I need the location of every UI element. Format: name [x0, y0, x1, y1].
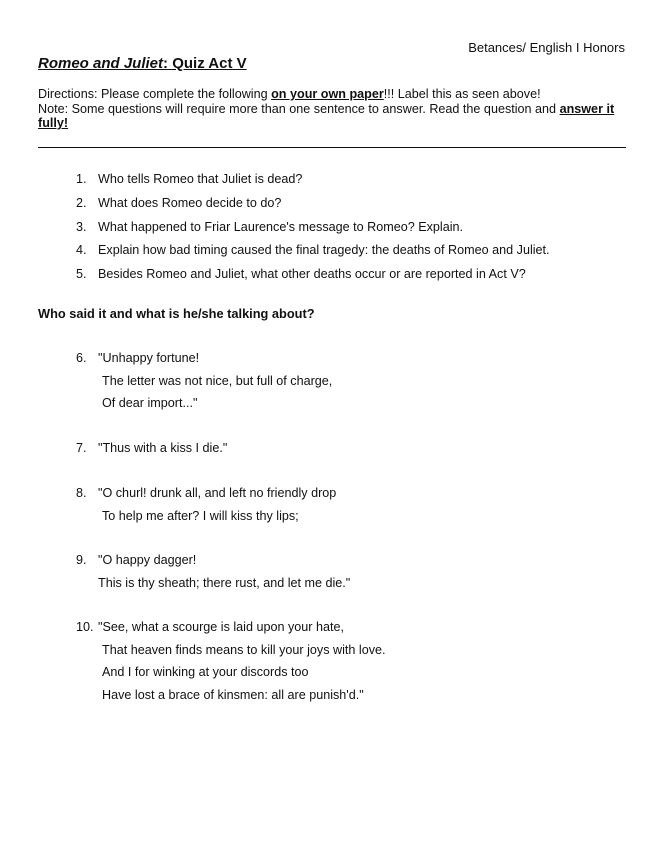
quote-10	[76, 620, 386, 711]
question-number: 1.	[76, 172, 87, 186]
directions	[38, 87, 628, 131]
note-text: Note: Some questions will require more than one sentence to answer. Read the question and	[38, 101, 560, 116]
quote-line	[76, 620, 386, 643]
title-quiz-label: : Quiz Act V	[163, 55, 247, 72]
quote-7	[76, 441, 227, 464]
question-text: Besides Romeo and Juliet, what other deaths occur or are reported in Act V?	[98, 267, 526, 282]
quote-line: This is thy sheath; there rust, and let me die."	[98, 575, 351, 590]
title-play-name: Romeo and Juliet	[38, 55, 164, 72]
quote-text: "Thus with a kiss I die."	[98, 441, 228, 455]
question-number: 3.	[76, 219, 87, 234]
question-text: What happened to Friar Laurence's message to Romeo? Explain.	[98, 219, 464, 234]
directions-emphasis-paper: on your own paper	[271, 87, 384, 101]
quote-line: And I for winking at your discords too	[102, 665, 309, 680]
question-text: Explain how bad timing caused the final tragedy: the deaths of Romeo and Juliet.	[98, 243, 550, 258]
quote-line	[76, 441, 227, 464]
question-number: 5.	[76, 267, 87, 282]
quote-number: 9.	[76, 553, 87, 567]
directions-text-a: Directions: Please complete the following	[38, 87, 272, 101]
page-title	[38, 55, 247, 72]
question-number: 4.	[76, 243, 87, 258]
question-item	[76, 220, 550, 244]
question-number: 2.	[76, 195, 87, 210]
divider-line	[38, 147, 626, 148]
quote-number: 6.	[76, 351, 87, 365]
quote-line	[76, 486, 336, 509]
directions-text-b: !!! Label this as seen above!	[383, 87, 541, 101]
quote-text: "O churl! drunk all, and left no friendly drop	[98, 486, 337, 500]
quote-line: The letter was not nice, but full of charge,	[102, 373, 333, 388]
quote-line	[76, 553, 350, 576]
quote-text: "Unhappy fortune!	[98, 351, 200, 365]
question-text: What does Romeo decide to do?	[98, 195, 282, 210]
question-item	[76, 267, 550, 291]
question-item	[76, 243, 550, 267]
quote-line	[76, 351, 332, 374]
section-heading: Who said it and what is he/she talking about?	[38, 306, 315, 321]
question-item	[76, 196, 550, 220]
question-text: Who tells Romeo that Juliet is dead?	[98, 172, 303, 186]
quote-8	[76, 486, 336, 531]
quote-number: 7.	[76, 441, 87, 455]
quote-line: That heaven finds means to kill your joys with love.	[102, 642, 386, 657]
quote-number: 10.	[76, 620, 94, 634]
course-header: Betances/ English I Honors	[468, 40, 625, 55]
quote-9	[76, 553, 350, 598]
quote-number: 8.	[76, 486, 87, 500]
note-emphasis-answer: answer it fully!	[38, 101, 615, 131]
quote-text: "See, what a scourge is laid upon your hate,	[98, 620, 345, 634]
quote-line: To help me after? I will kiss thy lips;	[102, 508, 299, 523]
question-list	[76, 172, 550, 291]
quote-line: Of dear import..."	[102, 396, 198, 411]
quote-text: "O happy dagger!	[98, 553, 197, 567]
quote-6	[76, 351, 332, 419]
quote-line: Have lost a brace of kinsmen: all are punish'd."	[102, 688, 364, 703]
question-item	[76, 172, 550, 196]
